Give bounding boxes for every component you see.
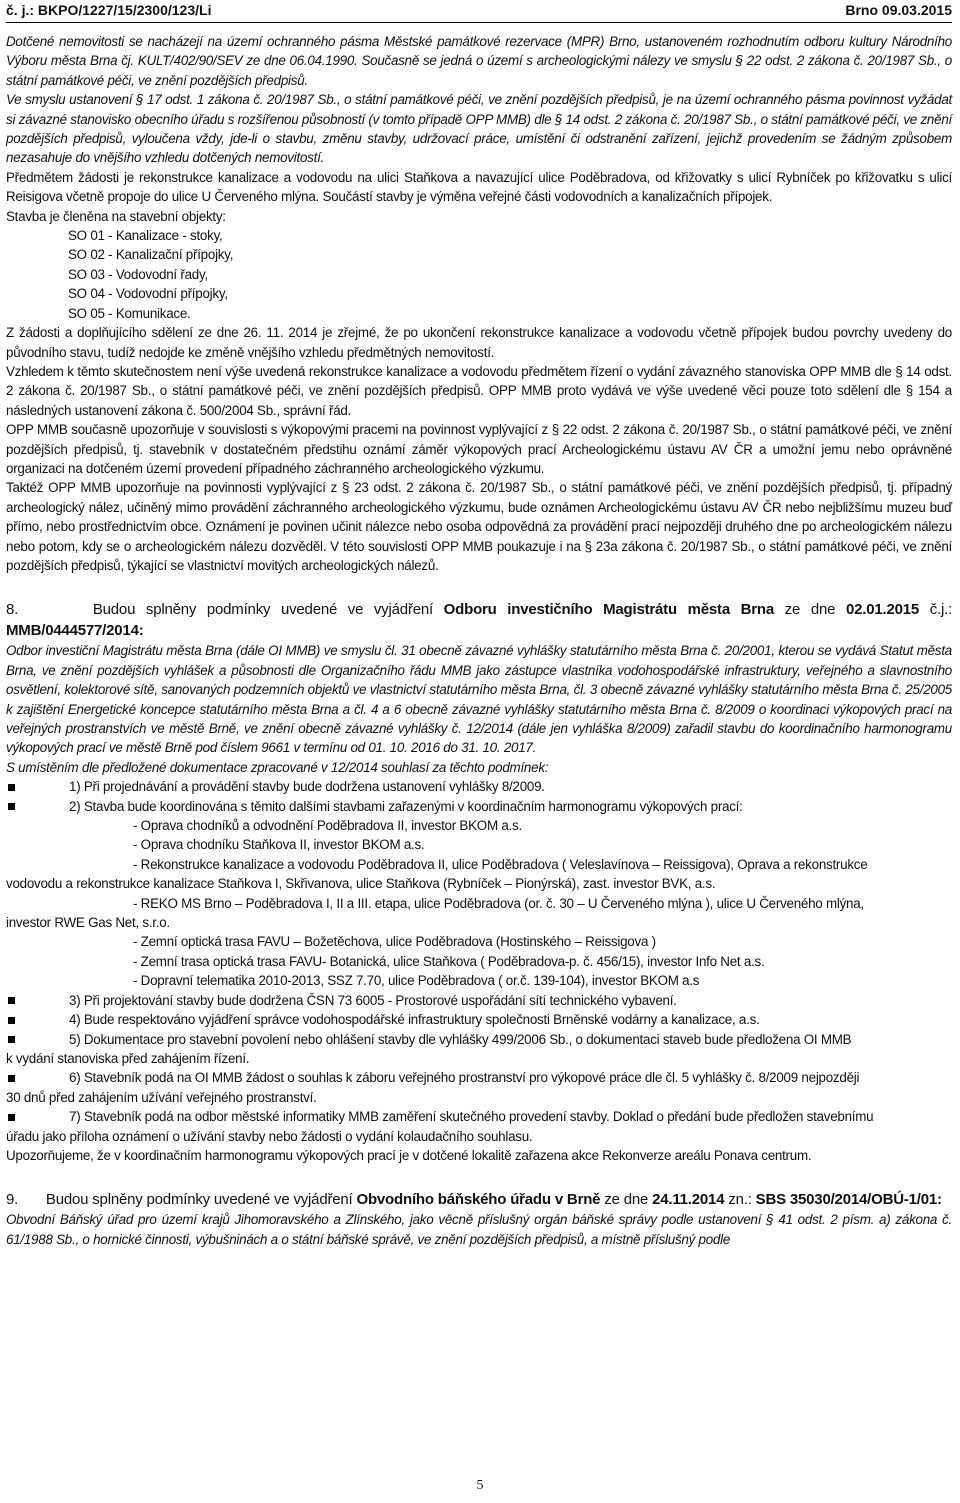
- reference-number: č. j.: BKPO/1227/15/2300/123/Li: [6, 2, 212, 18]
- condition-item: 1) Při projednávání a provádění stavby bude dodržena ustanovení vyhlášky 8/2009.: [6, 777, 952, 796]
- coordinated-project: - Zemní optická trasa FAVU – Božetěchova, ulice Poděbradova (Hostinského – Reissigova ): [133, 934, 656, 950]
- document-body: [6, 32, 952, 1249]
- condition-item: 5) Dokumentace pro stavební povolení nebo ohlášení stavby dle vyhlášky 499/2006 Sb., o dokumentaci staveb bude předložena OI MMB: [6, 1030, 952, 1049]
- paragraph-conclusion: Vzhledem k těmto skutečnostem není výše uvedená rekonstrukce kanalizace a vodovodu předmětem řízení o vydání závazného stanoviska OPP MMB dle § 14 odst. 2 zákona č. 20/1987 Sb., o státní památkové péči, ve znění pozdějších předpisů. OPP MMB proto vydává ve výše uvedené věci pouze toto sdělení dle § 154 a následných ustanovení zákona č. 500/2004 Sb., správní řád.: [6, 363, 952, 418]
- bullet-icon: [8, 1114, 15, 1121]
- condition-item: 3) Při projektování stavby bude dodržena ČSN 73 6005 - Prostorové uspořádání sítí technického vybavení.: [6, 991, 952, 1010]
- paragraph-subject: Předmětem žádosti je rekonstrukce kanalizace a vodovodu na ulici Staňkova a navazující ulice Poděbradova, od křižovatky s ulicí Rybníček po křižovatku s ulicí Reisigova včetně propoje do ulice U Červeného mlýna. Součástí stavby je výměna veřejné části vodovodních a kanalizačních přípojek.: [6, 169, 952, 205]
- section-number: 8.: [6, 601, 19, 619]
- bullet-icon: [8, 1075, 15, 1082]
- section-date: 24.11.2014: [652, 1191, 725, 1209]
- coordination-note: Upozorňujeme, že v koordinačním harmonogramu výkopových prací je v dotčené lokalitě zařazena akce Rekonverze areálu Ponava centrum.: [6, 1147, 812, 1163]
- spacer: [6, 1165, 952, 1189]
- bullet-icon: [8, 803, 15, 810]
- condition-item-continued: úřadu jako příloha oznámení o užívání stavby nebo žádosti o vydání kolaudačního souhlasu.: [6, 1128, 533, 1144]
- spacer: [6, 575, 952, 599]
- condition-item: 7) Stavebník podá na odbor městské informatiky MMB zaměření skutečného provedení stavby. Doklad o předání bude předložen stavebnímu: [6, 1107, 952, 1126]
- section-9-body: Obvodní Báňský úřad pro území krajů Jihomoravského a Zlínského, jako věcně příslušný orgán báňské správy podle ustanovení § 41 odst. 2 písm. a) zákona č. 61/1988 Sb., o hornické činnosti, výbušninách a o státní báňské správě, ve znění pozdějších předpisů, a místně příslušný podle: [6, 1212, 952, 1247]
- page-header: [6, 0, 952, 23]
- section-9-heading: [6, 1189, 952, 1210]
- section-lead: Budou splněny podmínky uvedené ve vyjádření: [92, 601, 433, 619]
- section-date-prefix: ze dne: [784, 601, 836, 619]
- coordinated-project-continued: vodovodu a rekonstrukce kanalizace Staňkova I, Skřivanova, ulice Staňkova (Rybníček – Pionýrská), zast. investor BVK, a.s.: [6, 876, 716, 892]
- section-lead: Budou splněny podmínky uvedené ve vyjádření: [45, 1191, 353, 1209]
- section-org: Odboru investičního Magistrátu města Brna: [443, 601, 775, 619]
- section-ref-prefix: zn.:: [728, 1191, 752, 1209]
- section-8-heading: [6, 599, 952, 641]
- paragraph-protection-zone: Dotčené nemovitosti se nacházejí na území ochranného pásma Městské památkové rezervace (MPR) Brno, ustanoveném rozhodnutím odboru kultury Národního Výboru města Brna čj. KULT/402/90/SEV ze dne 06.04.1990. Současně se jedná o území s archeologickými nálezy ve smyslu § 22 odst. 2 zákona č. 20/1987 Sb., o státní památkové péči, ve znění pozdějších předpisů.: [6, 34, 952, 88]
- paragraph-archaeology-notice: OPP MMB současně upozorňuje v souvislosti s výkopovými pracemi na povinnost vyplývající z § 22 odst. 2 zákona č. 20/1987 Sb., o státní památkové péči, ve znění pozdějších předpisů, tj. stavebník v dostatečném předstihu oznámí záměr výkopových prací Archeologickému ústavu AV ČR a umožní jemu nebo oprávněné organizaci na dotčeném území provedení případného záchranného archeologického výzkumu.: [6, 422, 952, 476]
- coordinated-project-continued: investor RWE Gas Net, s.r.o.: [6, 915, 170, 931]
- paragraph-legal-provision: Ve smyslu ustanovení § 17 odst. 1 zákona č. 20/1987 Sb., o státní památkové péči, ve znění pozdějších předpisů, je na území ochranného pásma povinnost vyžádat si závazné stanovisko obecního úřadu s rozšířenou působností (v tomto případě OPP MMB) dle § 14 odst. 2 zákona č. 20/1987 Sb., o státní památkové péči, ve znění pozdějších předpisů, vyloučena vždy, jde-li o stavbu, změnu stavby, udržovací práce, umístění či odstranění zařízení, jejichž provedením se žádným způsobem nezasahuje do vnějšího vzhledu dotčených nemovitostí.: [6, 92, 952, 166]
- section-number: 9.: [6, 1191, 19, 1209]
- bullet-icon: [8, 1036, 15, 1043]
- coordinated-project: - Oprava chodníků a odvodnění Poděbradova II, investor BKOM a.s.: [133, 818, 522, 834]
- coordinated-project: - Zemní trasa optická trasa FAVU- Botanická, ulice Staňkova ( Poděbradova-p. č. 456/15), investor Info Net a.s.: [133, 953, 765, 969]
- building-object-item: SO 01 - Kanalizace - stoky,: [68, 228, 223, 244]
- coordinated-project: - REKO MS Brno – Poděbradova I, II a III. etapa, ulice Poděbradova (or. č. 30 – U Červeného mlýna ), ulice U Červeného mlýna,: [133, 895, 864, 911]
- building-object-item: SO 04 - Vodovodní přípojky,: [68, 286, 228, 302]
- section-ref-prefix: č.j.:: [929, 601, 953, 619]
- condition-item-continued: k vydání stanoviska před zahájením řízení.: [6, 1050, 250, 1066]
- section-ref: SBS 35030/2014/OBÚ-1/01:: [755, 1191, 942, 1209]
- paragraph-objects-intro: Stavba je členěna na stavební objekty:: [6, 208, 226, 224]
- place-date: Brno 09.03.2015: [845, 2, 952, 18]
- condition-item: 6) Stavebník podá na OI MMB žádost o souhlas k záboru veřejného prostranství pro výkopové práce dle čl. 5 vyhlášky č. 8/2009 nejpozději: [6, 1068, 952, 1087]
- section-ref: MMB/0444577/2014:: [6, 622, 144, 640]
- paragraph-request: Z žádosti a doplňujícího sdělení ze dne 26. 11. 2014 je zřejmé, že po ukončení rekonstrukce kanalizace a vodovodu včetně přípojek budou povrchy uvedeny do původního stavu, tudíž nedojde ke změně vnějšího vzhledu předmětných nemovitostí.: [6, 325, 952, 360]
- conditions-intro: S umístěním dle předložené dokumentace zpracované v 12/2014 souhlasí za těchto podmínek:: [6, 759, 549, 775]
- section-date: 02.01.2015: [845, 601, 920, 619]
- section-8-body: Odbor investiční Magistrátu města Brna (dále OI MMB) ve smyslu čl. 31 obecně závazné vyhlášky statutárního města Brna č. 20/2001, kterou se vydává Statut města Brna, ve znění pozdějších vyhlášek a působnosti dle Organizačního řádu MMB jako zástupce vlastníka vodohospodářské infrastruktury, veřejného a slavnostního osvětlení, kolektorové sítě, sanovaných podzemních objektů ve vlastnictví statutárního města Brna, čl. 3 obecně závazné vyhlášky statutárního města Brna č. 25/2005 k zajištění Energetické koncepce statutárního města Brna a čl. 4 a 6 obecně závazné vyhlášky statutárního města Brna č. 8/2009 o koordinaci výkopových prací na veřejných prostranstvích ve městě Brně, ve znění obecně závazné vyhlášky č. 12/2014 (dále jen vyhláška 8/2009) zařadil stavbu do koordinačního harmonogramu výkopových prací ve městě Brně pod číslem 9661 v termínu od 01. 10. 2016 do 31. 10. 2017.: [6, 643, 952, 756]
- condition-item: 4) Bude respektováno vyjádření správce vodohospodářské infrastruktury společnosti Brněnské vodárny a kanalizace, a.s.: [6, 1010, 952, 1029]
- condition-item-continued: 30 dnů před zahájením užívání veřejného prostranství.: [6, 1089, 317, 1105]
- page-number: 5: [476, 1478, 484, 1493]
- building-object-item: SO 03 - Vodovodní řady,: [68, 266, 208, 282]
- coordinated-project: - Dopravní telematika 2010-2013, SSZ 7.70, ulice Poděbradova ( or.č. 139-104), investor BKOM a.s: [133, 973, 700, 989]
- section-date-prefix: ze dne: [604, 1191, 649, 1209]
- coordinated-project: - Rekonstrukce kanalizace a vodovodu Poděbradova II, ulice Poděbradova ( Veleslavínova – Reissigova), Oprava a rekonstrukce: [133, 856, 868, 872]
- bullet-icon: [8, 997, 15, 1004]
- coordinated-project: - Oprava chodníku Staňkova II, investor BKOM a.s.: [133, 837, 425, 853]
- bullet-icon: [8, 784, 15, 791]
- section-org: Obvodního báňského úřadu v Brně: [356, 1191, 601, 1209]
- building-object-item: SO 02 - Kanalizační přípojky,: [68, 247, 234, 263]
- building-object-item: SO 05 - Komunikace.: [68, 305, 191, 321]
- bullet-icon: [8, 1017, 15, 1024]
- condition-item: 2) Stavba bude koordinována s těmito dalšími stavbami zařazenými v koordinačním harmonogramu výkopových prací:: [6, 797, 952, 816]
- paragraph-archaeology-finds: Taktéž OPP MMB upozorňuje na povinnosti vyplývající z § 23 odst. 2 zákona č. 20/1987 Sb., o státní památkové péči, ve znění pozdějších předpisů, tj. případný archeologický nález, učiněný mimo provádění záchranného archeologického výzkumu, bude oznámen Archeologickému ústavu AV ČR nebo nejbližšímu muzeu buď přímo, nebo prostřednictvím obce. Oznámení je povinen učinit nálezce nebo osoba odpovědná za provádění prací nejpozději druhého dne po archeologickém nálezu nebo potom, kdy se o archeologickém nálezu dozvěděl. V této souvislosti OPP MMB poukazuje i na § 23a zákona č. 20/1987 Sb., o státní památkové péči, ve znění pozdějších předpisů, týkající se vlastnictví movitých archeologických nálezů.: [6, 480, 952, 573]
